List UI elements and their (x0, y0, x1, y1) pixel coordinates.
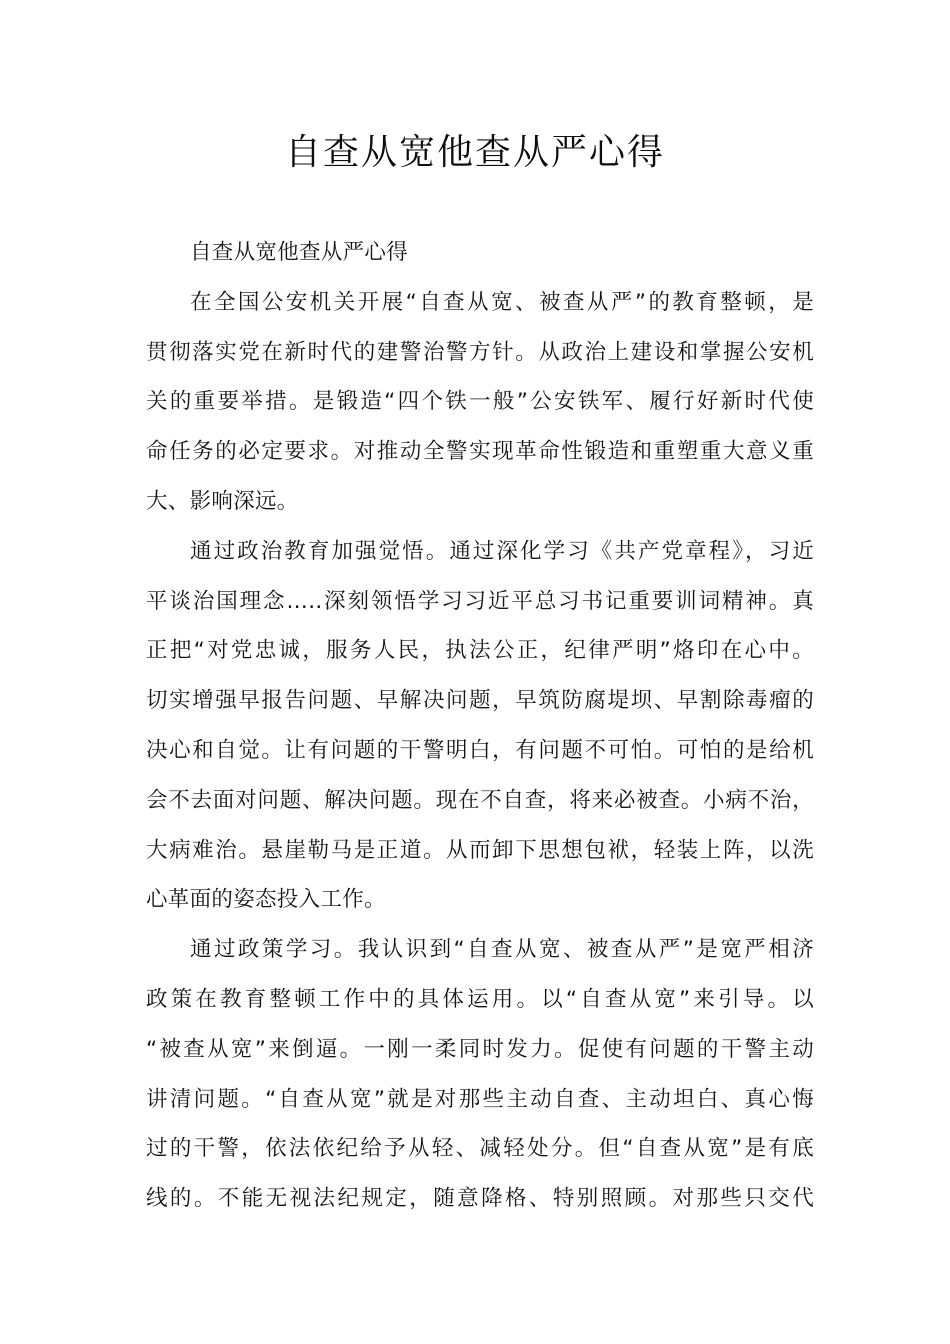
text-line: 贯彻落实党在新时代的建警治警方针。从政治上建设和掌握公安机 (146, 339, 814, 365)
text-line: 大病难治。悬崖勒马是正道。从而卸下思想包袱，轻装上阵，以洗 (146, 837, 814, 863)
text-line: “被查从宽”来倒逼。一刚一柔同时发力。促使有问题的干警主动 (146, 1036, 814, 1062)
text-line: 自查从宽他查从严心得 (190, 240, 409, 265)
text-line: 会不去面对问题、解决问题。现在不自查，将来必被查。小病不治， (146, 787, 814, 813)
document-title: 自查从宽他查从严心得 (284, 132, 665, 173)
text-line: 命任务的必定要求。对推动全警实现革命性锻造和重塑重大意义重 (146, 439, 814, 465)
text-line: 大、影响深远。 (146, 488, 299, 514)
text-line: 正把“对党忠诚，服务人民，执法公正，纪律严明”烙印在心中。 (146, 638, 814, 664)
text-line: 讲清问题。“自查从宽”就是对那些主动自查、主动坦白、真心悔 (146, 1086, 814, 1112)
text-line: 切实增强早报告问题、早解决问题，早筑防腐堤坝、早割除毒瘤的 (146, 688, 814, 714)
text-line: 平谈治国理念…..深刻领悟学习习近平总习书记重要训词精神。真 (146, 588, 814, 614)
text-line: 心革面的姿态投入工作。 (146, 887, 386, 913)
text-line: 政策在教育整顿工作中的具体运用。以“自查从宽”来引导。以 (146, 986, 814, 1012)
text-line: 关的重要举措。是锻造“四个铁一般”公安铁军、履行好新时代使 (146, 389, 814, 415)
text-line: 决心和自觉。让有问题的干警明白，有问题不可怕。可怕的是给机 (146, 737, 814, 763)
text-line: 线的。不能无视法纪规定，随意降格、特别照顾。对那些只交代 (146, 1186, 814, 1212)
text-line: 在全国公安机关开展“自查从宽、被查从严”的教育整顿，是 (190, 289, 814, 315)
text-line: 过的干警，依法依纪给予从轻、减轻处分。但“自查从宽”是有底 (146, 1136, 814, 1162)
text-line: 通过政治教育加强觉悟。通过深化学习《共产党章程》，习近 (190, 538, 814, 564)
text-line: 通过政策学习。我认识到“自查从宽、被查从严”是宽严相济 (190, 937, 814, 963)
document-body (146, 228, 814, 1224)
